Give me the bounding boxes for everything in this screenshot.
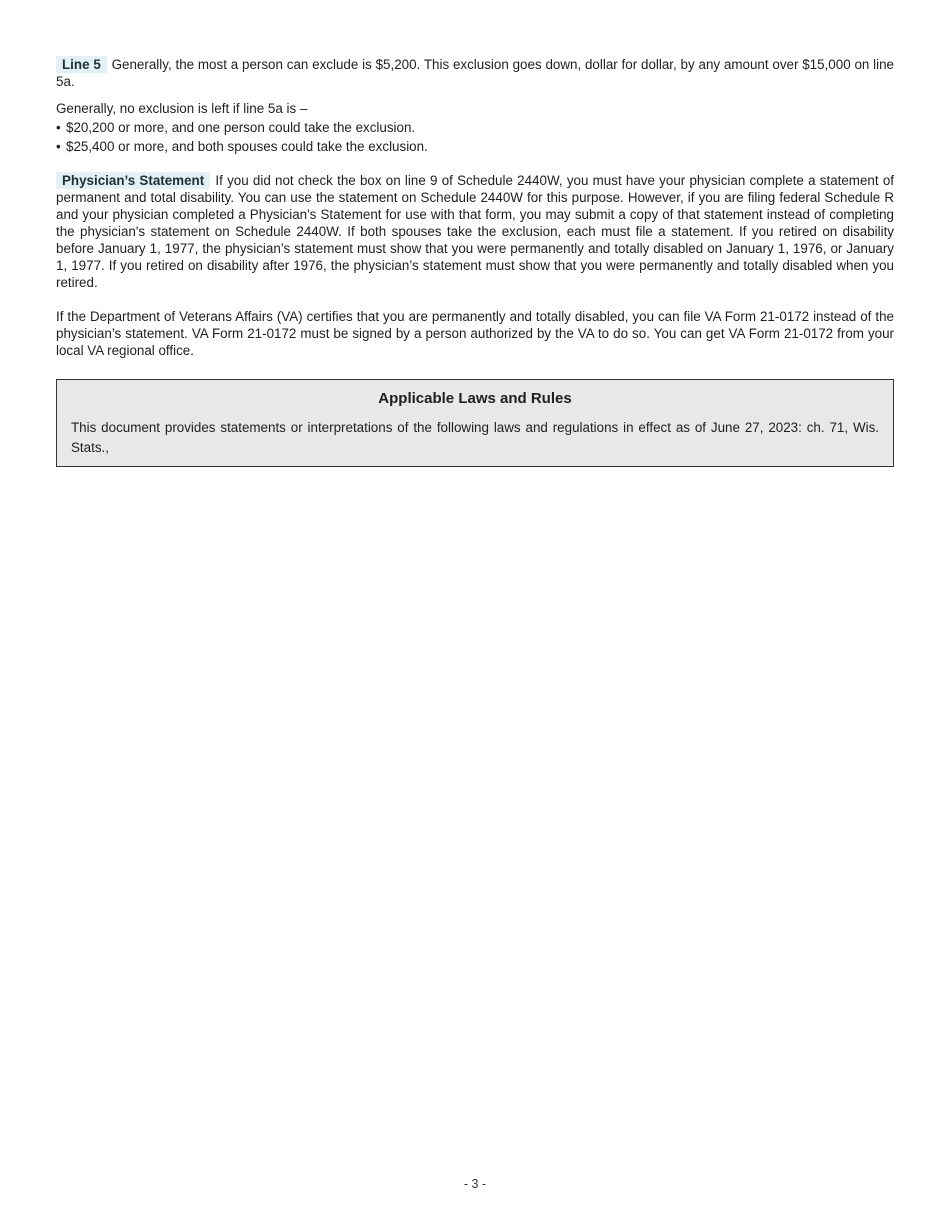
line5-paragraph: [56, 56, 894, 90]
line5-heading: Line 5: [56, 56, 107, 73]
applicable-laws-body: This document provides statements or interpretations of the following laws and regulations in effect as of June 27, 2023: ch. 71, Wis. Stats.,: [71, 420, 879, 455]
page-number: - 3 -: [463, 1177, 487, 1191]
exclusion-limits-list: [56, 119, 894, 155]
list-item: • $25,400 or more, and both spouses could take the exclusion.: [56, 138, 894, 155]
list-item: • $20,200 or more, and one person could take the exclusion.: [56, 119, 894, 136]
physicians-statement-text: If you did not check the box on line 9 of Schedule 2440W, you must have your physician complete a statement of permanent and total disability. You can use the statement on Schedule 2440W for this purpose. However, if you are filing federal Schedule R and your physician completed a Physician's Statement for use with that form, you may submit a copy of that statement instead of completing the physician's statement on Schedule 2440W. If both spouses take the exclusion, each must file a statement. If you retired on disability before January 1, 1977, the physician’s statement must show that you were permanently and totally disabled on January 1, 1976, or January 1, 1977. If you retired on disability after 1976, the physician’s statement must show that you were permanently and totally disabled when you retired.: [56, 173, 894, 290]
physicians-statement-heading: Physician’s Statement: [56, 172, 210, 189]
va-form-paragraph: If the Department of Veterans Affairs (VA) certifies that you are permanently and totally disabled, you can file VA Form 21-0172 instead of the physician’s statement. VA Form 21-0172 must be signed by a person authorized by the VA to do so. You can get VA Form 21-0172 from your local VA regional office.: [56, 309, 894, 358]
exclusion-intro: Generally, no exclusion is left if line 5a is –: [56, 101, 308, 116]
applicable-laws-title: Applicable Laws and Rules: [378, 390, 572, 407]
document-page: [56, 56, 894, 467]
line5-text: Generally, the most a person can exclude is $5,200. This exclusion goes down, dollar for dollar, by any amount over $15,000 on line 5a.: [56, 57, 895, 89]
applicable-laws-box: [56, 379, 894, 467]
physicians-statement-paragraph: [56, 172, 894, 291]
